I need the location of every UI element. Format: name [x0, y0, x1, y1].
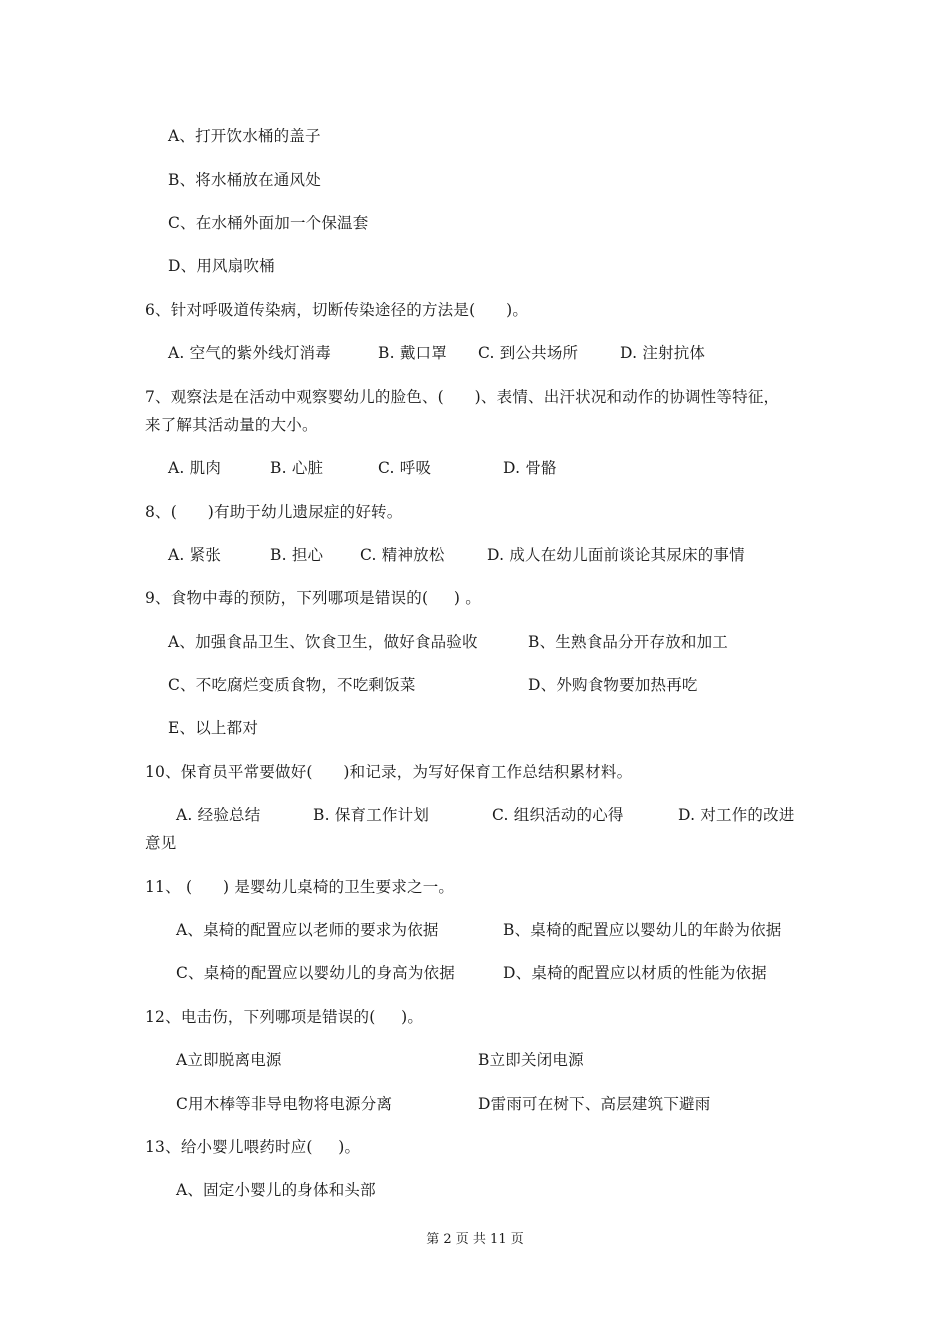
q12-option-d: D雷雨可在树下、高层建筑下避雨	[478, 1095, 711, 1113]
q11-option-b: B、桌椅的配置应以婴幼儿的年龄为依据	[503, 921, 782, 939]
q9-option-d: D、外购食物要加热再吃	[528, 676, 698, 694]
q7-option-a: A. 肌肉	[168, 459, 222, 477]
q7-stem-line2: 来了解其活动量的大小。	[145, 416, 318, 434]
q8-stem: 8、( )有助于幼儿遗尿症的好转。	[145, 503, 403, 521]
q6-option-d: D. 注射抗体	[620, 344, 706, 362]
q9-option-b: B、生熟食品分开存放和加工	[528, 633, 728, 651]
q9-option-a: A、加强食品卫生、饮食卫生，做好食品验收	[168, 633, 478, 651]
q7-option-b: B. 心脏	[270, 459, 324, 477]
q8-option-d: D. 成人在幼儿面前谈论其尿床的事情	[487, 546, 745, 564]
q11-stem: 11、 ( ) 是婴幼儿桌椅的卫生要求之一。	[145, 878, 455, 896]
q7-stem-line1: 7、观察法是在活动中观察婴幼儿的脸色、( )、表情、出汗状况和动作的协调性等特征，	[145, 388, 780, 406]
q6-option-c: C. 到公共场所	[478, 344, 579, 362]
q12-option-a: A立即脱离电源	[176, 1051, 282, 1069]
q7-option-d: D. 骨骼	[503, 459, 557, 477]
q13-stem: 13、给小婴儿喂药时应( )。	[145, 1138, 361, 1156]
page-footer: 第 2 页 共 11 页	[426, 1232, 524, 1247]
q6-option-a: A. 空气的紫外线灯消毒	[168, 344, 331, 362]
q8-option-b: B. 担心	[270, 546, 324, 564]
q6-option-b: B. 戴口罩	[378, 344, 447, 362]
q12-option-c: C用木棒等非导电物将电源分离	[176, 1095, 393, 1113]
q13-option-a: A、固定小婴儿的身体和头部	[176, 1181, 376, 1199]
q10-option-d-wrap: 意见	[145, 834, 177, 852]
q9-option-c: C、不吃腐烂变质食物，不吃剩饭菜	[168, 676, 416, 694]
q7-option-c: C. 呼吸	[378, 459, 432, 477]
q5-option-d: D、用风扇吹桶	[168, 257, 275, 275]
q11-option-c: C、桌椅的配置应以婴幼儿的身高为依据	[176, 964, 455, 982]
q8-option-c: C. 精神放松	[360, 546, 445, 564]
q10-option-b: B. 保育工作计划	[313, 806, 430, 824]
q8-option-a: A. 紧张	[168, 546, 222, 564]
q9-option-e: E、以上都对	[168, 719, 259, 737]
q11-option-a: A、桌椅的配置应以老师的要求为依据	[176, 921, 439, 939]
q10-option-d: D. 对工作的改进	[678, 806, 795, 824]
q5-option-a: A、打开饮水桶的盖子	[168, 127, 321, 145]
q5-option-b: B、将水桶放在通风处	[168, 171, 321, 189]
q10-option-a: A. 经验总结	[176, 806, 261, 824]
q12-stem: 12、电击伤，下列哪项是错误的( )。	[145, 1008, 424, 1026]
q10-option-c: C. 组织活动的心得	[492, 806, 624, 824]
q10-stem: 10、保育员平常要做好( )和记录，为写好保育工作总结积累材料。	[145, 763, 633, 781]
q9-stem: 9、食物中毒的预防，下列哪项是错误的( ) 。	[145, 589, 481, 607]
q11-option-d: D、桌椅的配置应以材质的性能为依据	[503, 964, 767, 982]
q12-option-b: B立即关闭电源	[478, 1051, 584, 1069]
q6-stem: 6、针对呼吸道传染病，切断传染途径的方法是( )。	[145, 301, 529, 319]
q5-option-c: C、在水桶外面加一个保温套	[168, 214, 369, 232]
